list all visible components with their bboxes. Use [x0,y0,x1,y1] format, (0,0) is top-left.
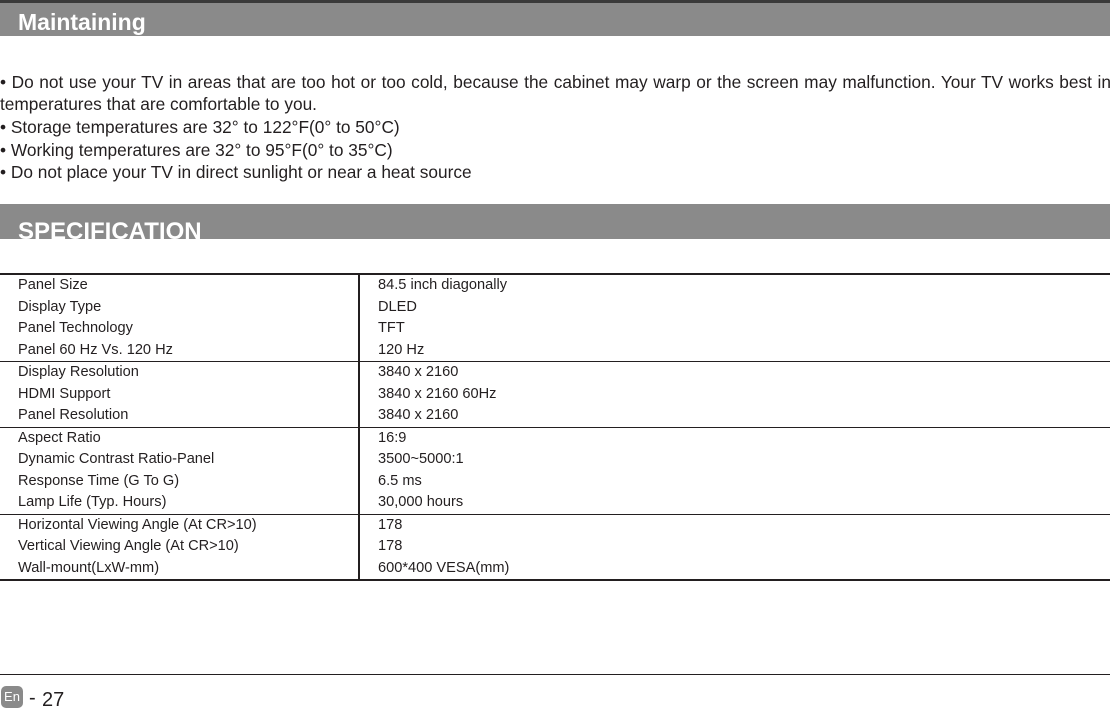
table-row [0,340,1110,362]
storage-temperature-bullet: • Storage temperatures are 32° to 122°F(0° to 50°C) [0,117,400,137]
table-row [0,449,1110,471]
footer-rule [0,674,1110,675]
spec-value: 3840 x 2160 60Hz [378,385,497,402]
spec-label: Lamp Life (Typ. Hours) [0,492,359,514]
table-row [0,471,1110,493]
maintaining-title: Maintaining [18,9,146,35]
spec-label: Wall-mount(LxW-mm) [0,558,359,581]
spec-value: 84.5 inch diagonally [359,274,1110,297]
table-row [0,405,1110,427]
table-row [0,318,1110,340]
table-row [0,384,1110,406]
language-badge: En [1,686,23,708]
spec-value: 178 [359,514,1110,536]
table-row [0,362,1110,384]
specification-header [0,204,1110,239]
spec-label: Response Time (G To G) [0,471,359,493]
table-row [0,514,1110,536]
spec-value: TFT [378,320,405,337]
spec-label: Aspect Ratio [0,427,359,449]
spec-label: Display Resolution [0,362,359,384]
spec-label: Display Type [0,297,359,319]
spec-label: Horizontal Viewing Angle (At CR>10) [0,514,359,536]
table-row [0,297,1110,319]
spec-value: 6.5 ms [378,472,422,489]
page-separator: - [29,687,36,709]
table-row [0,536,1110,558]
page-number: 27 [42,689,65,711]
table-row [0,558,1110,581]
table-row [0,427,1110,449]
table-row [0,274,1110,297]
sunlight-bullet: • Do not place your TV in direct sunlight or near a heat source [0,162,472,182]
specification-title: SPECIFICATION [18,218,202,239]
spec-value: 16:9 [359,427,1110,449]
spec-value: 3500~5000:1 [378,451,464,468]
spec-label: Vertical Viewing Angle (At CR>10) [0,536,359,558]
maintaining-header [0,3,1110,36]
spec-value: 600*400 VESA(mm) [359,558,1110,581]
spec-label: HDMI Support [0,384,359,406]
spec-value: 178 [378,538,403,555]
table-row [0,492,1110,514]
spec-label: Panel Resolution [0,405,359,427]
spec-value: DLED [378,298,417,315]
specification-table [0,273,1110,581]
working-temperature-bullet: • Working temperatures are 32° to 95°F(0° to 35°C) [0,140,393,160]
maintaining-paragraph: • Do not use your TV in areas that are too hot or too cold, because the cabinet may warp or the screen may malfunction. Your TV works best in temperatures that are comfortable to you. [0,72,1111,114]
spec-label: Panel 60 Hz Vs. 120 Hz [0,340,359,362]
spec-value: 3840 x 2160 [359,362,1110,384]
spec-label: Panel Technology [0,318,359,340]
spec-value: 120 Hz [378,341,425,358]
spec-label: Dynamic Contrast Ratio-Panel [0,449,359,471]
spec-value: 30,000 hours [378,494,464,511]
spec-value: 3840 x 2160 [378,407,459,424]
spec-label: Panel Size [0,274,359,297]
